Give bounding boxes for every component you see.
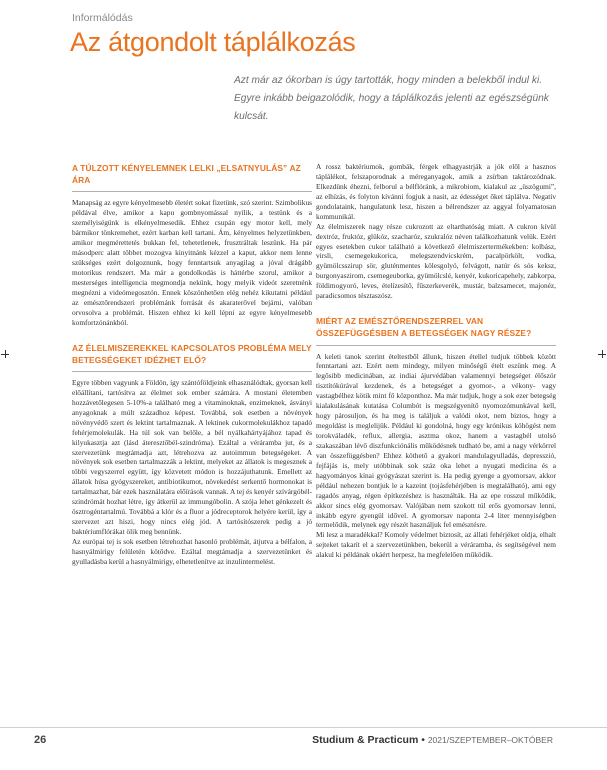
- paragraph: Az európai tej is sok esetben létrehozhat hasonló problémát, átjutva a bélfalon, a hasnyálmirigy felületén kötődve. Ezáltal megtámadja a szervezetünket és gyulladásba kerül a hasnyálmirigy, elhetetlenítve az inzulintermelést.: [72, 536, 312, 566]
- article-lead: Azt már az ókorban is úgy tartották, hogy minden a belekből indul ki. Egyre inkább beigazolódik, hogy a táplálkozás jelenti az egészségünk kulcsát.: [234, 75, 549, 122]
- section-label: Informálódás: [72, 12, 133, 24]
- paragraph: Manapság az egyre kényelmesebb életért sokat fizetünk, szó szerint. Szimbolikus példával élve, amikor a kapu gombnyomással nyílik, a testünk és a személyiségünk is elkényelmesedik. Ehhez csupán egy motor kell, mely bármikor tönkremehet, ezért karban kell tartani. Ám, kényelmes helyzetünkben, amikor megmérettetés bukkan fel, tehetetlenek, frusztráltak leszünk. Ha pár másodperc alatt többet mozogva kinyitnánk kézzel a kaput, akkor nem lenne szükséges ezért dolgoznunk, hogy fenntartsuk anyagilag a jóval drágább motorikus rendszert. Ma már a gondolkodás is háttérbe szorul, amikor a mesterséges intelligencia megmondja nekünk, hogy melyik videót szeretnénk megnézni a videómegosztón. Ennek köszönhetően elég nehéz kikutatni például az emésztőrendszeri problémánk forrását és akaraterővel bejárni, valóban orvosolva a problémát. Hiszen ehhez ki kell lépni az egyre kényelmesebb komfortzónánkból.: [72, 198, 312, 327]
- right-column: [316, 162, 556, 560]
- section-heading-comfort: A TÚLZOTT KÉNYELEMNEK LELKI „ELSATNYULÁS” AZ ÁRA: [72, 162, 312, 192]
- page-footer: [0, 734, 607, 754]
- article-title: Az átgondolt táplálkozás: [70, 27, 356, 57]
- crop-mark-left: [1, 350, 9, 358]
- paragraph: A rossz baktériumok, gombák, férgek elhagyastrják a jók elől a hasznos táplálékot, felszaporodnak a méreganyagok, amik a zsírban taktározódnak. Elkezdünk éhezni, felborul a bélflóránk, a mikrobiom, kialakul az „üszögumi”, az elhízás, és folyton kívánni fogjuk a nasit, az édességet őket táplálva. Negatív gondolataink, hangulatunk lesz, hiszen a bélrendszer az aggyal folyamatosan kommunikál.: [316, 162, 556, 221]
- journal-name: Studium & Practicum: [312, 734, 419, 746]
- page-number: 26: [34, 734, 47, 746]
- paragraph: Egyre többen vagyunk a Földön, így szántóföldjeink elhasználódtak, gyorsan kell előállítani, tartósítva az élelmet sok ember számára. A mostani életemben hozzávetőlegesen 5-10%-a található meg a vitaminoknak, enzimeknek, ásványi anyagoknak a múlt századhoz képest. Továbbá, sok esetben a növények növényvédő szert és lektint tartalmaznak. A lektinek cukormolekulákhoz tapadó fehérjemolekulák. Ha túl sok van belőle, a bél nyálkahártyájához tapad és kilyukasztja azt (lásd áteresztőbél-szindróma). Ezáltal a véráramba jut, és a szervezetünk megtámadja azt, létrehozva az autoimmun betegségeket. A növények sok esetben tartalmazzák a lektint, melyeket az állatok is megesznek a többi vegyszerrel együtt, így közvetett módon is hozzájuthatunk. Emellett az állatok húsa gyógyszereket, antibiotikumot, növekedést serkentő hormonokat is tartalmazhat, bár ezek használatára előírások vannak. A tej és kenyér szívárgóbél-szindrómát hozhat létre, így átkerül az immungóbolin. A szója lehet génkezelt és ösztrogéntartalmú. Továbbá a klór és a fluor a jódreceptorok helyére kerül, így a szervezet azt hiszi, hogy nincs elég jód. A tartósítószerek pedig a jó baktériumflórákat ölik meg bennünk.: [72, 377, 312, 536]
- section-heading-food-problems: AZ ÉLELMISZEREKKEL KAPCSOLATOS PROBLÉMA MELY BETEGSÉGEKET IDÉZHET ELŐ?: [72, 342, 312, 372]
- section-heading-digestive: MIÉRT AZ EMÉSZTŐRENDSZERREL VAN ÖSSZEFÜGGÉSBEN A BETEGSÉGEK NAGY RÉSZE?: [316, 315, 556, 345]
- paragraph: Az élelmiszerek nagy része cukrozott az eltarthatóság miatt. A cukron kívül dextróz, fruktóz, glükóz, szacharóz, szukralóz néven találkozhatunk velük. Ezért egyes esetekben cukor található a következő élelmiszertermékekben: kolbász, virsli, csemegekukorica, melegszendvicskrém, pacalpörkölt, vodka, gyümölcsszirup sör, gluténmentes kölesgolyó, felvágott, natúr és sós keksz, burgonyaszirom, csemegeuborka, gyümölcslé, kenyér, kukoricapehely, zabkorpa, földimogyoró, leves, ételízesítő, fűszerkeverék, mustár, balzsamecet, majonéz, paradicsomos tésztaszósz.: [316, 221, 556, 301]
- crop-mark-right: [598, 350, 606, 358]
- paragraph: A keleti tanok szerint ételtestből állunk, hiszen étellel tudjuk többek között fenntartani azt. Ezért nem mindegy, milyen minőségű ételt eszünk meg. A legősibb medicinában, az indiai ájurvédában valamennyi betegséget élőször tisztítókúrával kezdenek, és a betegséget a gyomor-, a vékony- vagy vastagbélhez kötik mint fő központhoz. Ma már tudjuk, hogy a sok ezer betegség kialakulásának kutatása Columbót is megszégyenítő nyomozómunkával kell, hogy párosuljon, és ha meg is találjuk a valódi okot, nem biztos, hogy a megoldást is meglelijük. Például ki gondolná, hogy egy krónikus köhögést nem torokváladék, reflux, allergia, asztma okoz, hanem a vastagbél utolsó szakaszában lévő diszfunkciónális működésnek tudható be, ami a nagy vérkörrel van összefüggésben? Ehhez köthető a gyakori mandulagyulladás, depresszió, fejfájás is, mely utóbbinak sok száz oka lehet a nyugati medicina és a hagyományos kínai gyógyászat szerint is. Ha pedig gyenge a gyomorsav, akkor például nehezen bontjuk le a kazeint (tojásfehérjében is megtalálható), ami egy ragadós anyag, régen építkezéshez is használták. Ha az epe rosszul működik, akkor sincs elég gyomorsav. Valójában nem szokott túl erős gyomorsav lenni, inkább egyre gyengül idővel. A gyomorsav naponta 2-4 liter mennyiségben termelődik, melynek egy részét használjuk fel emésztésre.: [316, 351, 556, 530]
- issue-date: 2021/SZEPTEMBER–OKTÓBER: [427, 735, 553, 745]
- journal-info: [312, 734, 553, 746]
- separator: •: [421, 734, 425, 746]
- left-column: [72, 162, 312, 567]
- paragraph: Mi lesz a maradékkal? Komoly védelmet biztosít, az állati fehérjéket oldja, elhalt sejteket takarít el a szervezetünkben, bekerül a véráramba, és segítségével nem alakul ki példának okáért herpesz, ha megfelelően működik.: [316, 530, 556, 560]
- footer-rule: [0, 727, 607, 728]
